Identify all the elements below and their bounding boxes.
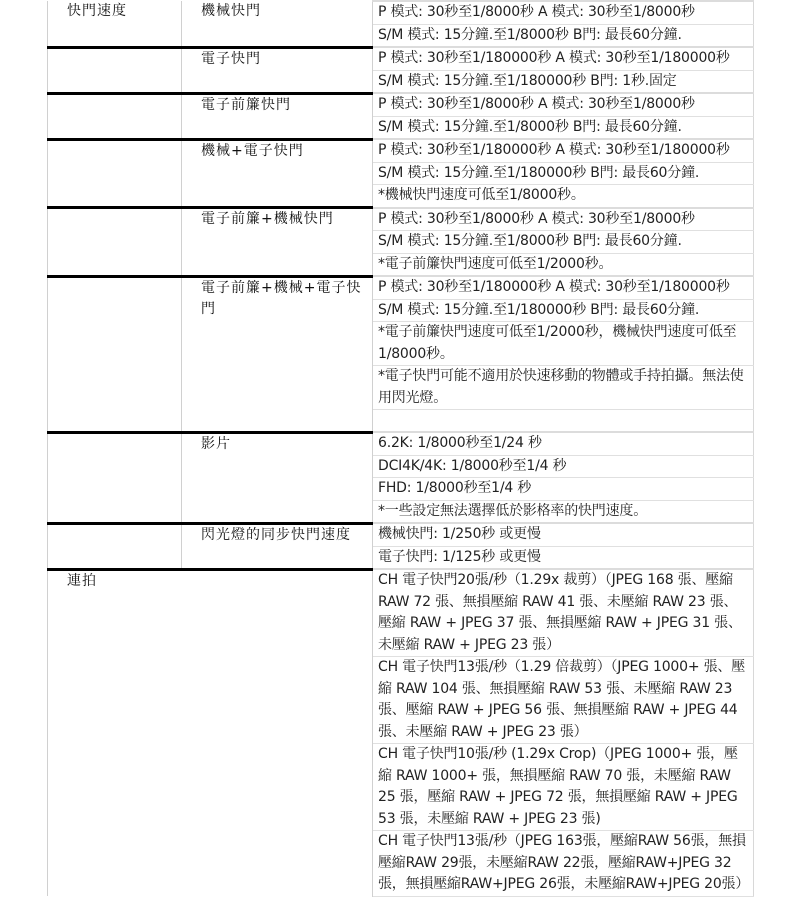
category-cell <box>48 523 182 569</box>
subcategory-label: 閃光燈的同步快門速度 <box>201 526 351 543</box>
category-cell <box>48 1 182 47</box>
value-cell: S/M 模式: 15分鐘.至1/8000秒 B門: 最長60分鐘. <box>373 116 754 139</box>
category-cell <box>48 139 182 208</box>
value-cell: P 模式: 30秒至1/8000秒 A 模式: 30秒至1/8000秒 <box>373 93 754 116</box>
value-cell: 機械快門: 1/250秒 或更慢 <box>373 523 754 546</box>
category-label: 快門速度 <box>67 3 127 19</box>
subcategory-cell <box>182 208 373 277</box>
category-cell <box>48 569 373 896</box>
subcategory-cell <box>182 523 373 569</box>
spec-table <box>47 0 754 897</box>
table-row <box>48 208 754 231</box>
subcategory-cell <box>182 432 373 523</box>
value-cell: CH 電子快門10張/秒 (1.29x Crop)（JPEG 1000+ 張，壓縮 RAW 1000+ 張，無損壓縮 RAW 70 張，未壓縮 RAW 25 張，壓縮 RAW + JPEG 72 張，無損壓縮 RAW + JPEG 53 張，未壓縮 RAW + JPEG 23 張) <box>373 744 754 831</box>
value-cell: P 模式: 30秒至1/8000秒 A 模式: 30秒至1/8000秒 <box>373 1 754 24</box>
value-cell: FHD: 1/8000秒至1/4 秒 <box>373 478 754 501</box>
subcategory-cell <box>182 47 373 93</box>
subcategory-label: 影片 <box>201 435 231 452</box>
value-cell: *電子快門可能不適用於快速移動的物體或手持拍攝。無法使用閃光燈。 <box>373 366 754 410</box>
value-cell: P 模式: 30秒至1/180000秒 A 模式: 30秒至1/180000秒 <box>373 276 754 299</box>
subcategory-cell <box>182 93 373 139</box>
value-cell: CH 電子快門20張/秒（1.29x 裁剪）（JPEG 168 張、壓縮 RAW 72 張、無損壓縮 RAW 41 張、未壓縮 RAW 23 張、壓縮 RAW + JPEG 37 張、無損壓縮 RAW + JPEG 31 張、未壓縮 RAW + JPEG 23 張） <box>373 569 754 657</box>
subcategory-label: 電子前簾+機械快門 <box>201 211 334 227</box>
table-row <box>48 47 754 70</box>
category-cell <box>48 276 182 432</box>
table-row <box>48 93 754 116</box>
table-row <box>48 1 754 24</box>
table-row <box>48 276 754 299</box>
subcategory-label: 電子快門 <box>201 50 261 67</box>
value-cell: *電子前簾快門速度可低至1/2000秒。 <box>373 253 754 276</box>
value-cell: *機械快門速度可低至1/8000秒。 <box>373 185 754 208</box>
table-row <box>48 569 754 657</box>
value-cell: 6.2K: 1/8000秒至1/24 秒 <box>373 432 754 455</box>
subcategory-label: 電子前簾快門 <box>201 96 291 113</box>
table-row <box>48 432 754 455</box>
value-cell: *一些設定無法選擇低於影格率的快門速度。 <box>373 500 754 523</box>
value-cell: S/M 模式: 15分鐘.至1/8000秒 B門: 最長60分鐘. <box>373 231 754 254</box>
subcategory-cell <box>182 139 373 208</box>
value-cell: S/M 模式: 15分鐘.至1/180000秒 B門: 最長60分鐘. <box>373 299 754 322</box>
category-label: 連拍 <box>67 572 97 589</box>
value-cell: S/M 模式: 15分鐘.至1/8000秒 B門: 最長60分鐘. <box>373 24 754 47</box>
subcategory-label: 電子前簾+機械+電子快門 <box>201 279 362 317</box>
value-cell: *電子前簾快門速度可低至1/2000秒，機械快門速度可低至1/8000秒。 <box>373 322 754 366</box>
value-cell: CH 電子快門13張/秒（1.29 倍裁剪）（JPEG 1000+ 張、壓縮 RAW 104 張、無損壓縮 RAW 53 張、未壓縮 RAW 23 張、壓縮 RAW + JPEG 56 張、無損壓縮 RAW + JPEG 44 張、未壓縮 RAW + JPEG 23 張） <box>373 657 754 744</box>
category-cell <box>48 47 182 93</box>
value-cell: CH 電子快門13張/秒（JPEG 163張，壓縮RAW 56張，無損壓縮RAW 29張，未壓縮RAW 22張，壓縮RAW+JPEG 32張，無損壓縮RAW+JPEG 26張，未壓縮RAW+JPEG 20張） <box>373 831 754 897</box>
subcategory-cell <box>182 276 373 432</box>
value-cell: DCI4K/4K: 1/8000秒至1/4 秒 <box>373 455 754 478</box>
value-cell: P 模式: 30秒至1/8000秒 A 模式: 30秒至1/8000秒 <box>373 208 754 231</box>
value-cell-empty <box>373 410 754 433</box>
category-cell <box>48 432 182 523</box>
value-cell: P 模式: 30秒至1/180000秒 A 模式: 30秒至1/180000秒 <box>373 139 754 162</box>
table-row <box>48 523 754 546</box>
subcategory-label: 機械+電子快門 <box>201 142 304 159</box>
category-cell <box>48 93 182 139</box>
value-cell: 電子快門: 1/125秒 或更慢 <box>373 546 754 569</box>
value-cell: S/M 模式: 15分鐘.至1/180000秒 B門: 最長60分鐘. <box>373 162 754 185</box>
value-cell: S/M 模式: 15分鐘.至1/180000秒 B門: 1秒.固定 <box>373 70 754 93</box>
category-cell <box>48 208 182 277</box>
value-cell: P 模式: 30秒至1/180000秒 A 模式: 30秒至1/180000秒 <box>373 47 754 70</box>
subcategory-cell <box>182 1 373 47</box>
table-row <box>48 139 754 162</box>
subcategory-label: 機械快門 <box>201 3 261 19</box>
